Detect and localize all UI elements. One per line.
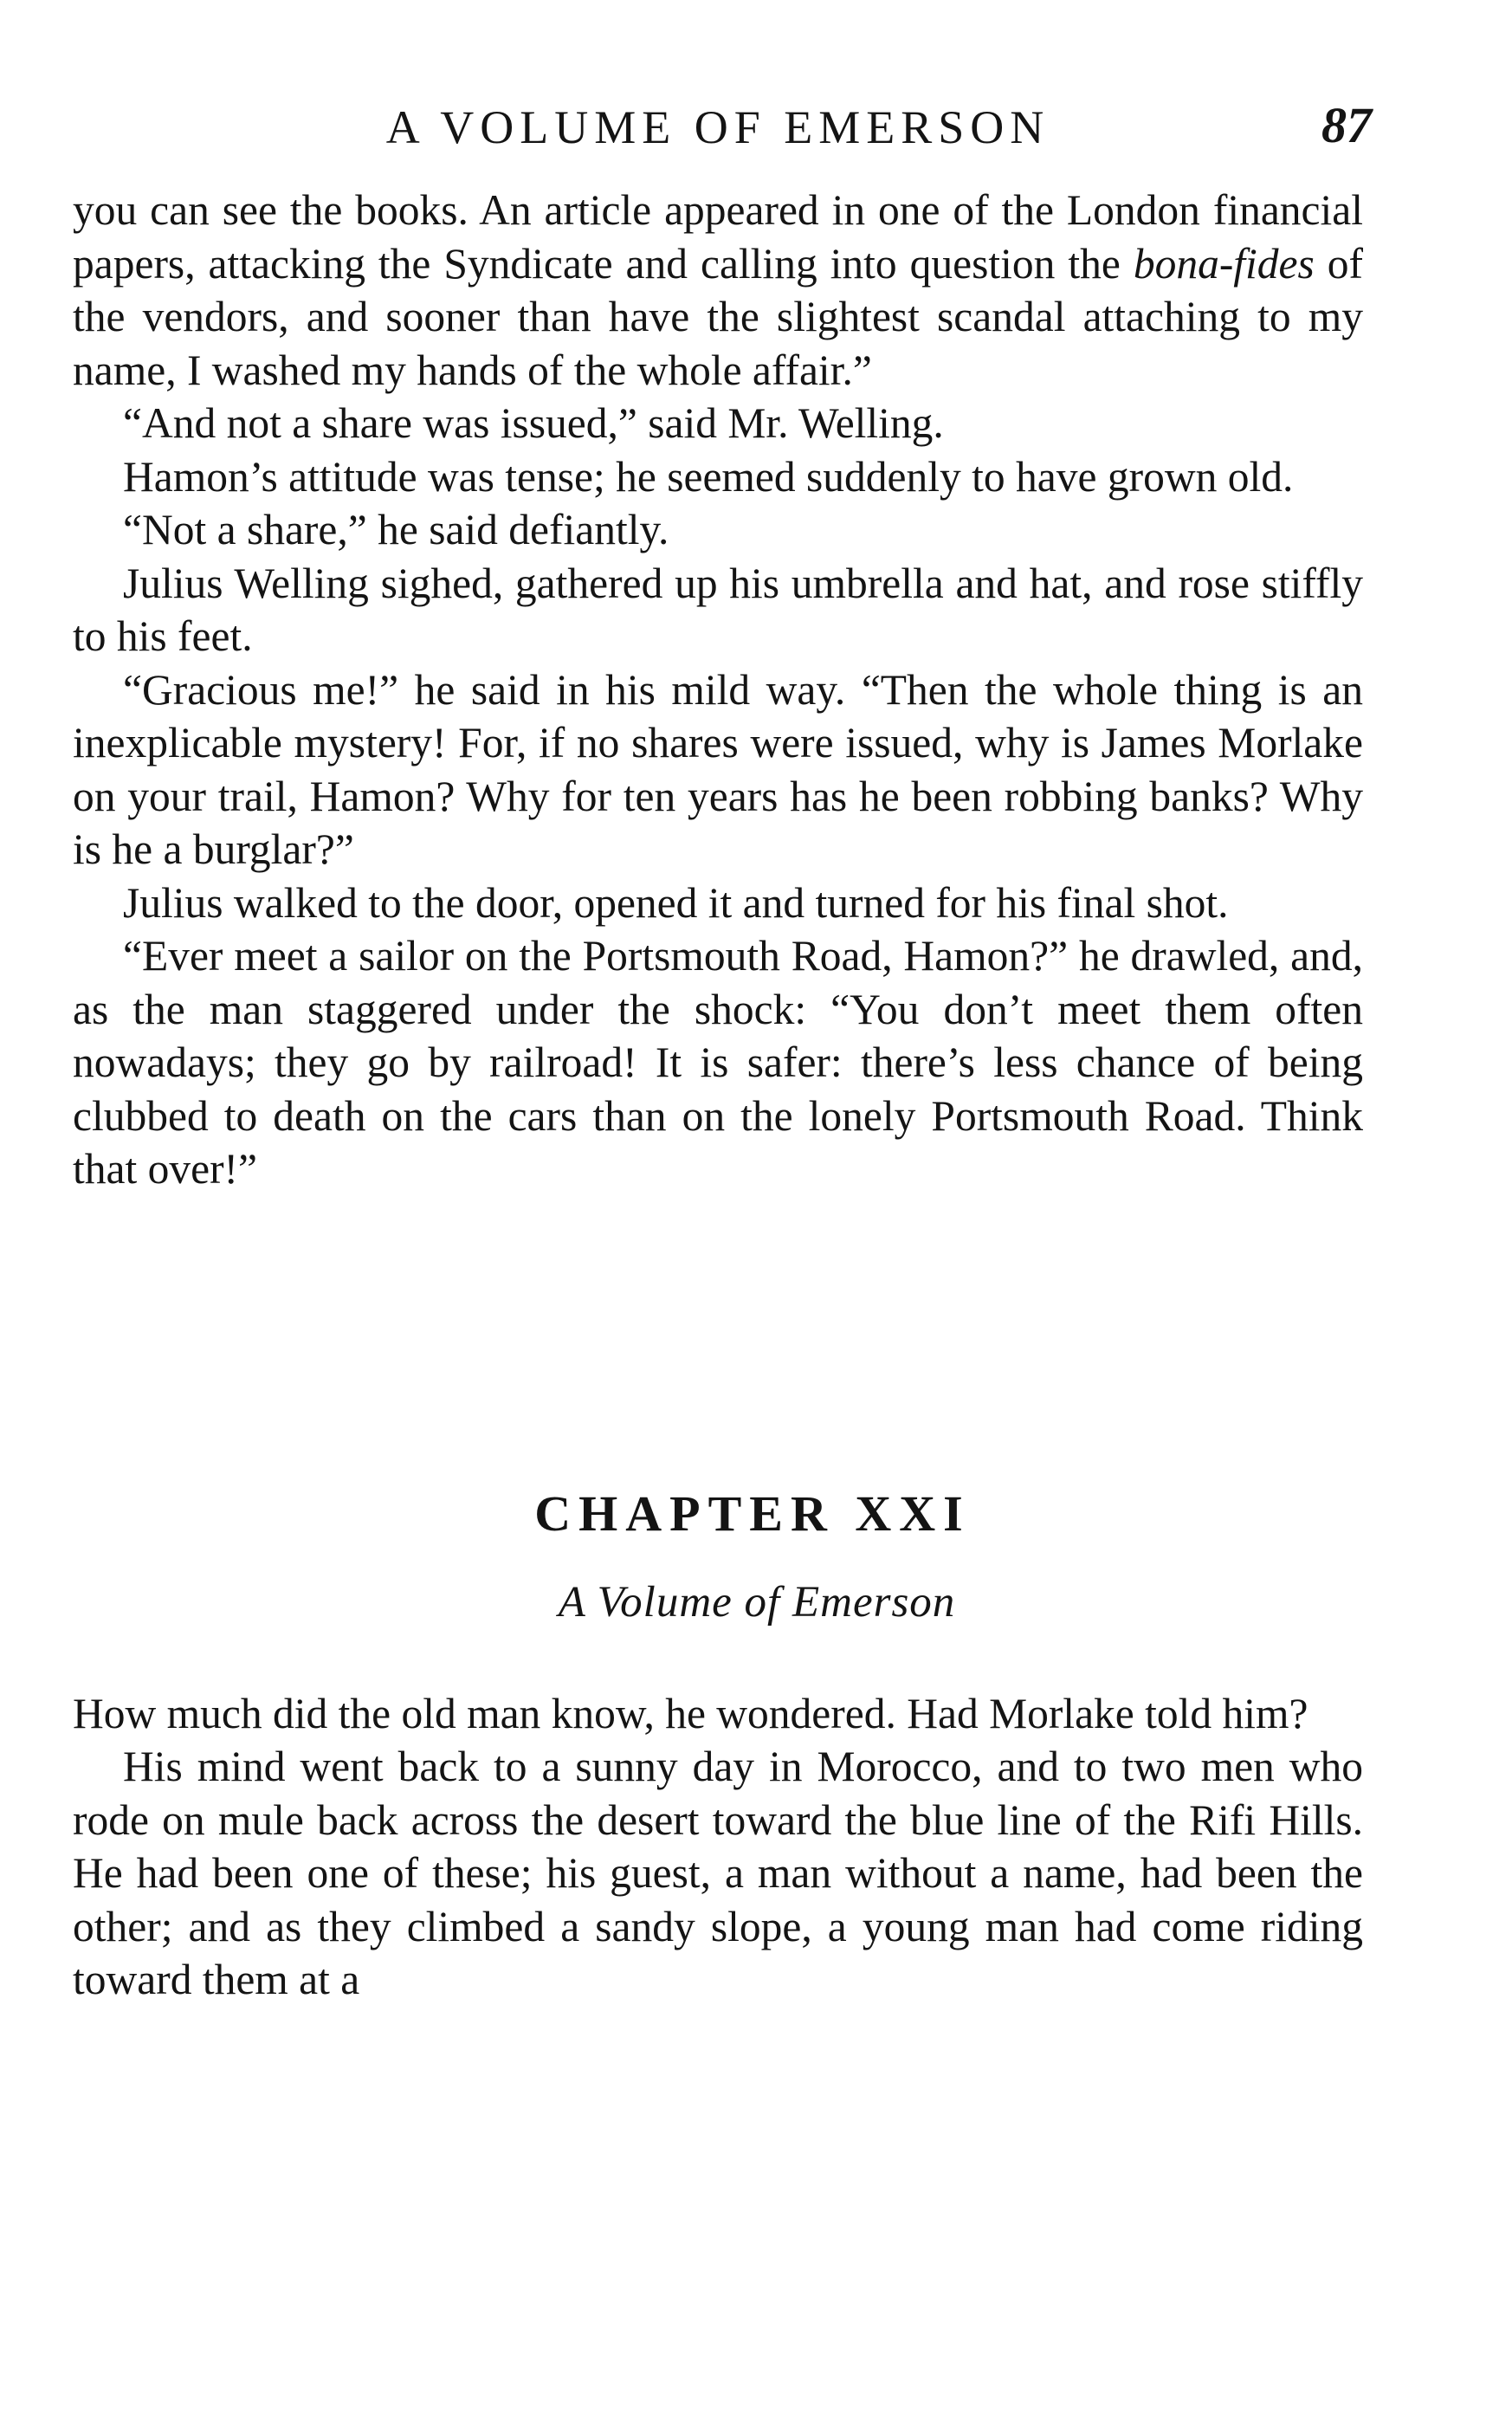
paragraph: “Ever meet a sailor on the Portsmouth Road, Hamon?” he drawled, and, as the man staggered under the shock: “You don’t meet them often nowadays; they go by railroad! It is safer: there’s less chance of being clubbed to death on the cars than on the lonely Portsmouth Road. Think that over!” — [73, 932, 1363, 1193]
running-head — [73, 97, 1372, 184]
paragraph: Julius Welling sighed, gathered up his umbrella and hat, and rose stiffly to his feet. — [73, 559, 1363, 660]
book-page — [73, 97, 1372, 2007]
page-number: 87 — [1321, 97, 1372, 153]
paragraph: “And not a share was issued,” said Mr. Welling. — [123, 399, 944, 447]
paragraph: His mind went back to a sunny day in Morocco, and to two men who rode on mule back across the desert toward the blue line of the Rifi Hills. He had been one of these; his guest, a man without a name, had been the other; and as they climbed a sandy slope, a young man had come riding toward them at a — [73, 1743, 1363, 2003]
continued-text — [73, 184, 1363, 1196]
running-title: A VOLUME OF EMERSON — [385, 101, 1050, 153]
paragraph: “Not a share,” he said defiantly. — [123, 506, 669, 553]
paragraph: How much did the old man know, he wondered. Had Morlake told him? — [73, 1689, 1308, 1737]
chapter-subtitle: A Volume of Emerson — [558, 1577, 956, 1627]
chapter-text — [73, 1687, 1363, 2007]
paragraph: Hamon’s attitude was tense; he seemed suddenly to have grown old. — [123, 452, 1294, 501]
paragraph-text: you can see the books. An article appeared in one of the London financial papers, attacking the Syndicate and calling into question the — [73, 186, 1363, 288]
chapter-break-space — [73, 1196, 1363, 1489]
italic-term: bona-fides — [1133, 239, 1315, 288]
paragraph — [73, 184, 1363, 397]
chapter-heading: CHAPTER XXI — [534, 1484, 971, 1542]
paragraph-text: of the vendors, and sooner than have the slightest scandal attaching to my name, I washed my hands of the whole affair.” — [73, 239, 1364, 394]
paragraph: Julius walked to the door, opened it and turned for his final shot. — [123, 878, 1229, 927]
paragraph: “Gracious me!” he said in his mild way. “Then the whole thing is an inexplicable mystery! For, if no shares were issued, why is James Morlake on your trail, Hamon? Why for ten years has he been robbing banks? Why is he a burglar?” — [73, 665, 1363, 873]
